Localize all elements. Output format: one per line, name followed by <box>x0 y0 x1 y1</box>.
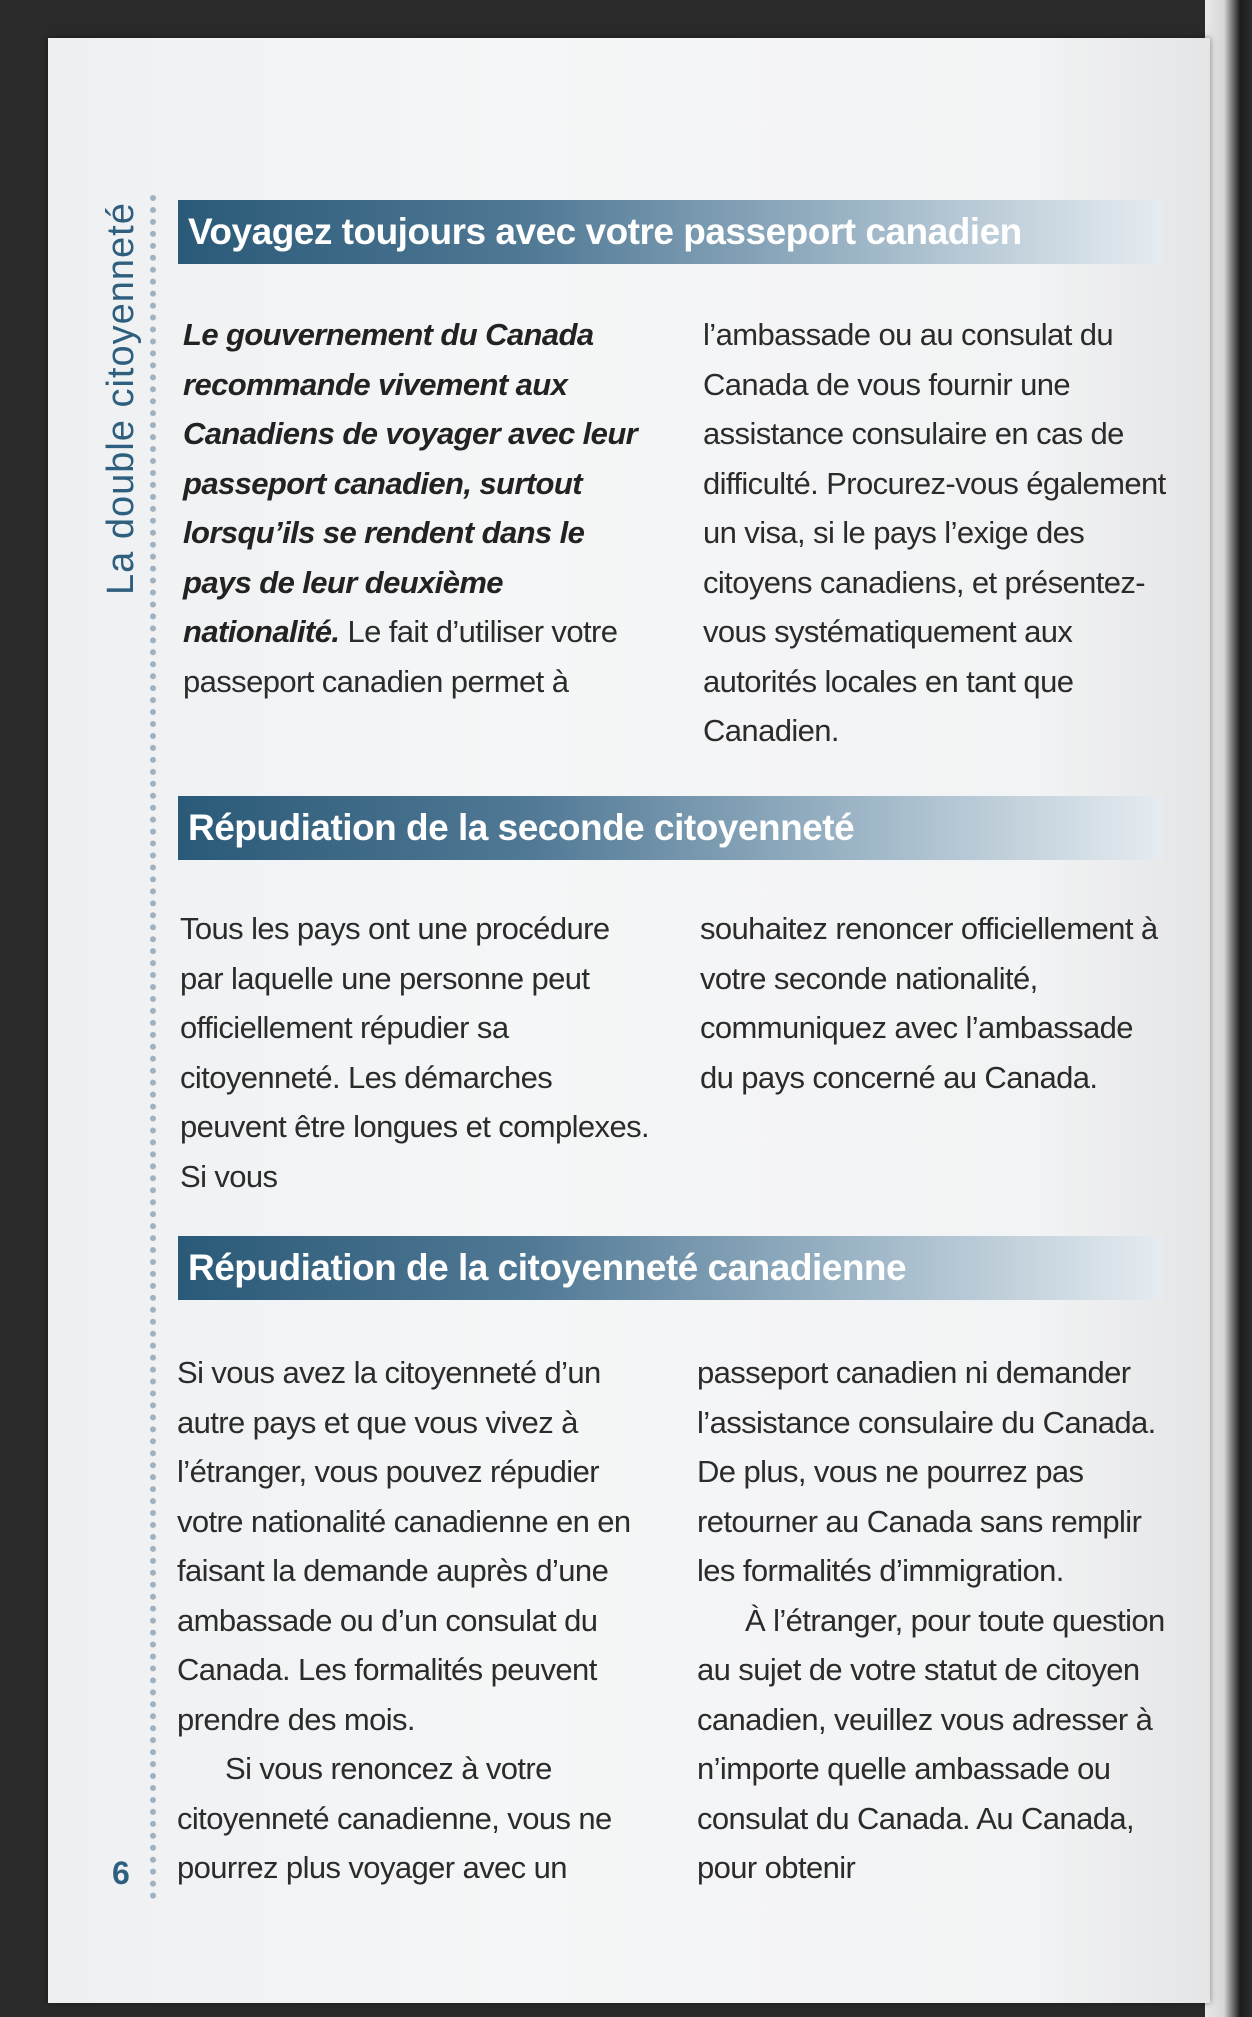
section-canadian-left-p1: Si vous avez la citoyenneté d’un autre pays et que vous vivez à l’étranger, vous pouvez répudier votre nationalité canadienne en en faisant la demande auprès d’une ambassade ou d’un consulat du Canada. Les formalités peuvent prendre des mois. <box>177 1355 631 1737</box>
section-canadian-left-p2: Si vous renoncez à votre citoyenneté canadienne, vous ne pourrez plus voyager avec un <box>177 1751 612 1885</box>
section-heading-passport: Voyagez toujours avec votre passeport canadien <box>178 200 1163 264</box>
section-second-right-text: souhaitez renoncer officiellement à votre seconde nationalité, communiquez avec l’ambassade du pays concerné au Canada. <box>700 911 1158 1095</box>
section-passport-left-text <box>183 310 653 706</box>
section-second-left-text: Tous les pays ont une procédure par laquelle une personne peut officiellement répudier sa citoyenneté. Les démarches peuvent être longues et complexes. Si vous <box>180 911 650 1194</box>
section-canadian-right-p2: À l’étranger, pour toute question au sujet de votre statut de citoyen canadien, veuillez vous adresser à n’importe quelle ambassade ou consulat du Canada. Au Canada, pour obtenir <box>697 1602 1165 1885</box>
dotted-divider <box>150 195 156 1900</box>
section-passport-right-column <box>703 310 1173 756</box>
section-passport-left-rest: Le fait d’utiliser votre passeport canadien permet à <box>183 614 618 699</box>
background-edge <box>1205 0 1252 2017</box>
section-canadian-right-column <box>697 1348 1167 1893</box>
section-second-left-column <box>180 904 650 1201</box>
section-passport-lead: Le gouvernement du Canada recommande vivement aux Canadiens de voyager avec leur passeport canadien, surtout lorsqu’ils se rendent dans le pays de leur deuxième nationalité. <box>183 317 638 649</box>
section-canadian-left-column <box>177 1348 647 1893</box>
sidebar-title: La double citoyenneté <box>100 202 142 595</box>
page-number: 6 <box>112 1855 130 1891</box>
section-passport-right-text: l’ambassade ou au consulat du Canada de vous fournir une assistance consulaire en cas de difficulté. Procurez-vous également un visa, si le pays l’exige des citoyens canadiens, et présentez-vous systématiquement aux autorités locales en tant que Canadien. <box>703 317 1166 748</box>
section-second-right-column <box>700 904 1170 1102</box>
section-passport-left-column <box>183 310 653 706</box>
section-heading-second-citizenship: Répudiation de la seconde citoyenneté <box>178 796 1163 860</box>
section-heading-canadian-citizenship: Répudiation de la citoyenneté canadienne <box>178 1236 1163 1300</box>
section-canadian-right-p1: passeport canadien ni demander l’assistance consulaire du Canada. De plus, vous ne pourrez pas retourner au Canada sans remplir les formalités d’immigration. <box>697 1355 1156 1588</box>
